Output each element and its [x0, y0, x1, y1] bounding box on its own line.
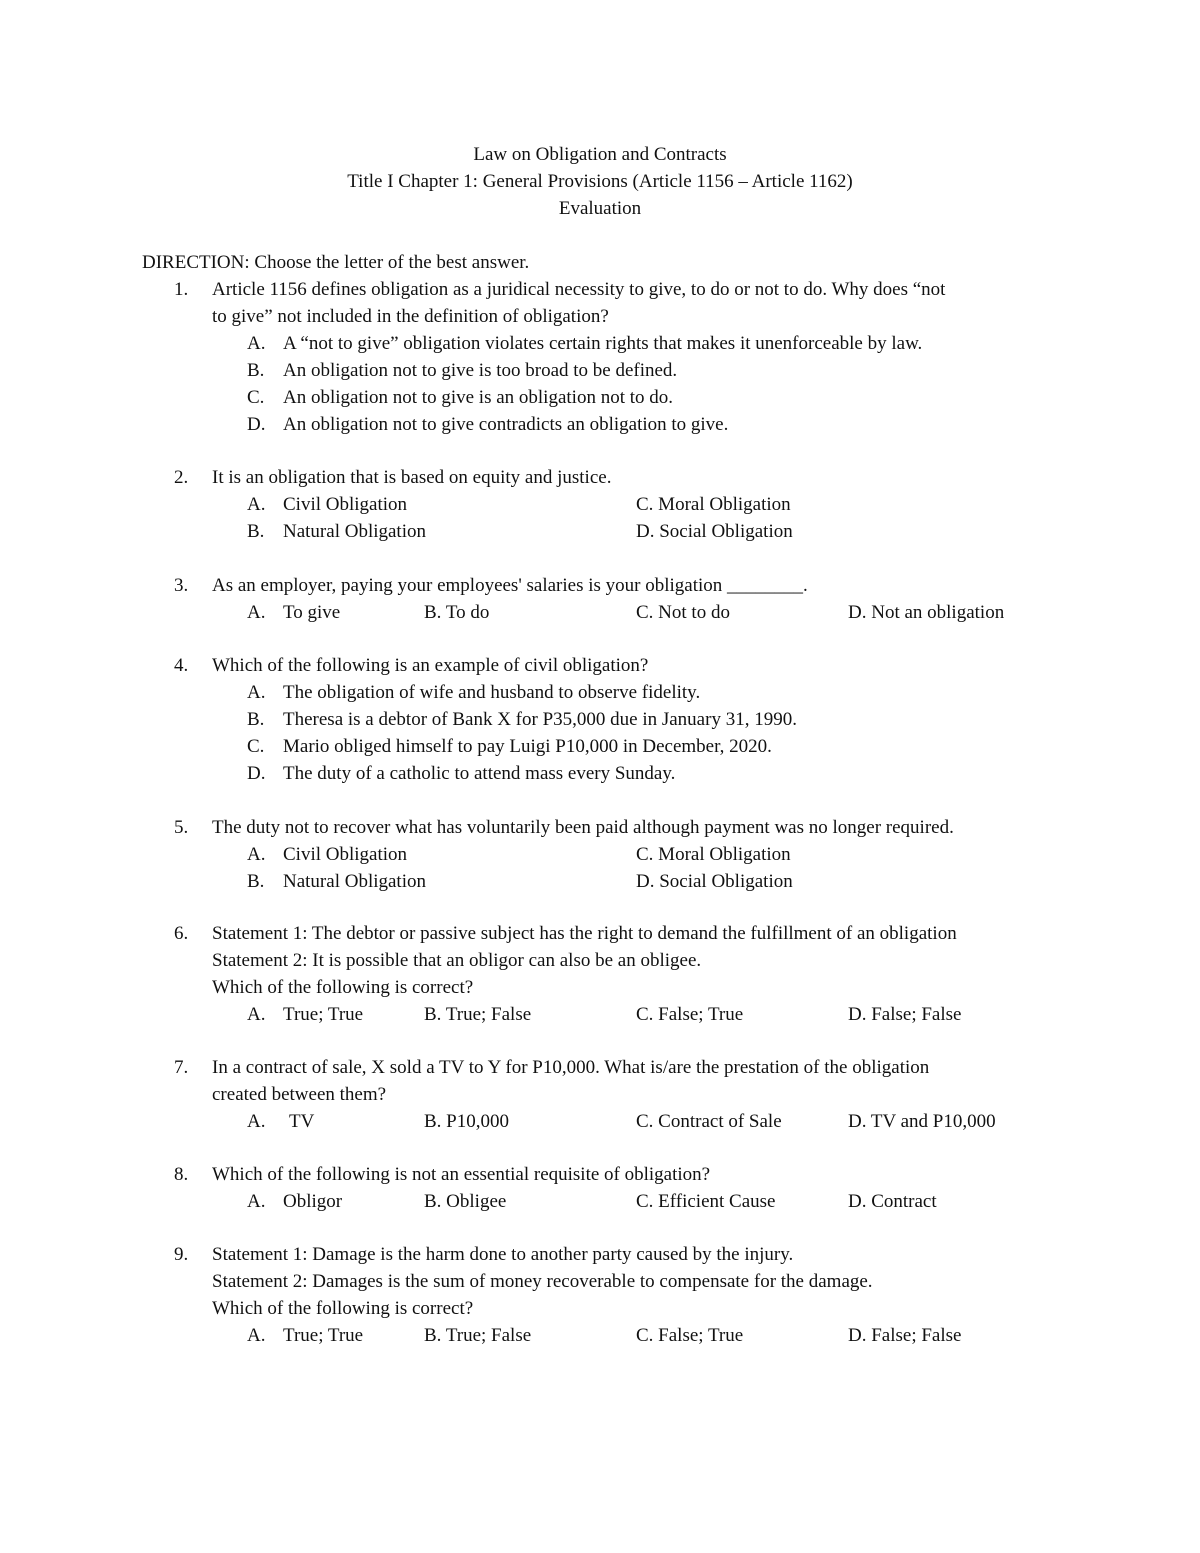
option-text: B. To do [424, 602, 490, 623]
option-letter: A. [247, 1191, 266, 1212]
document-section: Evaluation [558, 198, 642, 219]
question-text: Which of the following is not an essential requisite of obligation? [212, 1164, 711, 1185]
question-text: Article 1156 defines obligation as a juridical necessity to give, to do or not to do. Why does “not [212, 279, 946, 300]
option-text: C. Moral Obligation [636, 844, 791, 865]
option-letter: B. [247, 709, 265, 730]
option-text: An obligation not to give is too broad to be defined. [283, 360, 678, 381]
question-text: In a contract of sale, X sold a TV to Y for P10,000. What is/are the prestation of the obligation [212, 1057, 930, 1078]
option-letter: A. [247, 1325, 266, 1346]
option-text: TV [289, 1111, 315, 1132]
option-text: D. Social Obligation [636, 871, 793, 892]
option-text: D. Contract [848, 1191, 937, 1212]
option-letter: B. [247, 360, 265, 381]
option-text: To give [283, 602, 341, 623]
option-text: Theresa is a debtor of Bank X for P35,000 due in January 31, 1990. [283, 709, 797, 730]
question-text: to give” not included in the definition of obligation? [212, 306, 609, 327]
option-letter: C. [247, 387, 265, 408]
question-number: 9. [174, 1244, 189, 1265]
option-letter: A. [247, 494, 266, 515]
option-text: An obligation not to give is an obligation not to do. [283, 387, 674, 408]
question-number: 5. [174, 817, 189, 838]
option-text: B. True; False [424, 1325, 532, 1346]
option-letter: B. [247, 871, 265, 892]
question-number: 1. [174, 279, 189, 300]
option-text: C. Not to do [636, 602, 730, 623]
option-text: C. Moral Obligation [636, 494, 791, 515]
option-text: The obligation of wife and husband to observe fidelity. [283, 682, 701, 703]
direction-text: DIRECTION: Choose the letter of the best answer. [142, 252, 530, 273]
option-letter: C. [247, 736, 265, 757]
question-text: The duty not to recover what has voluntarily been paid although payment was no longer required. [212, 817, 954, 838]
question-number: 2. [174, 467, 189, 488]
option-text: Natural Obligation [283, 521, 426, 542]
option-text: True; True [283, 1004, 364, 1025]
option-text: C. False; True [636, 1004, 744, 1025]
option-text: Civil Obligation [283, 494, 408, 515]
option-text: C. False; True [636, 1325, 744, 1346]
option-text: D. False; False [848, 1004, 962, 1025]
question-number: 6. [174, 923, 189, 944]
question-text: created between them? [212, 1084, 387, 1105]
question-text: Which of the following is correct? [212, 977, 474, 998]
option-letter: D. [247, 414, 266, 435]
option-text: D. False; False [848, 1325, 962, 1346]
document-title: Law on Obligation and Contracts [473, 144, 727, 165]
option-letter: B. [247, 521, 265, 542]
option-text: B. P10,000 [424, 1111, 509, 1132]
option-text: Natural Obligation [283, 871, 426, 892]
option-letter: A. [247, 333, 266, 354]
document-subtitle: Title I Chapter 1: General Provisions (Article 1156 – Article 1162) [347, 171, 853, 192]
question-text: It is an obligation that is based on equity and justice. [212, 467, 612, 488]
question-text: Which of the following is an example of civil obligation? [212, 655, 649, 676]
option-text: D. Social Obligation [636, 521, 793, 542]
option-letter: A. [247, 602, 266, 623]
question-number: 4. [174, 655, 189, 676]
option-letter: A. [247, 1004, 266, 1025]
question-text: Statement 2: It is possible that an obligor can also be an obligee. [212, 950, 702, 971]
option-letter: A. [247, 844, 266, 865]
option-text: D. Not an obligation [848, 602, 1005, 623]
option-letter: A. [247, 682, 266, 703]
option-text: The duty of a catholic to attend mass every Sunday. [283, 763, 676, 784]
option-text: Obligor [283, 1191, 343, 1212]
option-text: Mario obliged himself to pay Luigi P10,000 in December, 2020. [283, 736, 772, 757]
option-text: C. Efficient Cause [636, 1191, 776, 1212]
option-text: A “not to give” obligation violates certain rights that makes it unenforceable by law. [283, 333, 923, 354]
option-text: True; True [283, 1325, 364, 1346]
option-text: C. Contract of Sale [636, 1111, 782, 1132]
question-text: Statement 1: The debtor or passive subject has the right to demand the fulfillment of an obligation [212, 923, 957, 944]
option-text: D. TV and P10,000 [848, 1111, 996, 1132]
question-number: 7. [174, 1057, 189, 1078]
option-text: An obligation not to give contradicts an obligation to give. [283, 414, 729, 435]
question-number: 3. [174, 575, 189, 596]
question-text: Statement 2: Damages is the sum of money recoverable to compensate for the damage. [212, 1271, 873, 1292]
option-letter: D. [247, 763, 266, 784]
option-text: Civil Obligation [283, 844, 408, 865]
option-letter: A. [247, 1111, 266, 1132]
question-text: As an employer, paying your employees' salaries is your obligation ________. [212, 575, 808, 596]
question-text: Which of the following is correct? [212, 1298, 474, 1319]
option-text: B. True; False [424, 1004, 532, 1025]
question-text: Statement 1: Damage is the harm done to another party caused by the injury. [212, 1244, 794, 1265]
question-number: 8. [174, 1164, 189, 1185]
option-text: B. Obligee [424, 1191, 507, 1212]
